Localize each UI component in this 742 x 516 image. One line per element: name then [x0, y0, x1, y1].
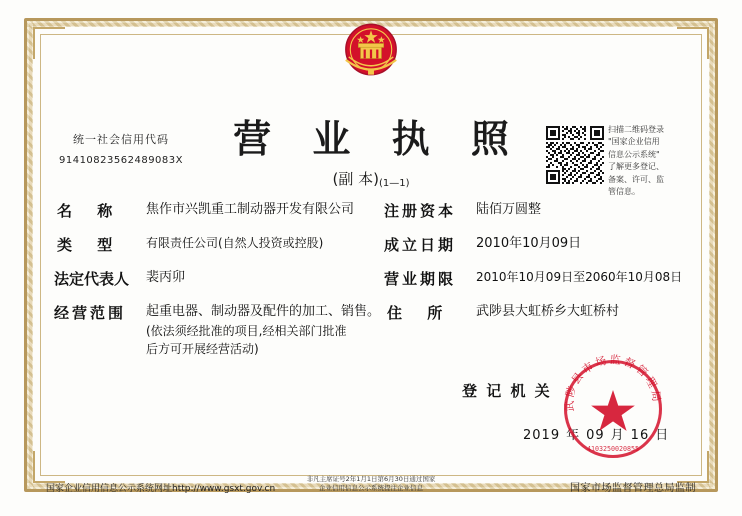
value-legal-representative: 裴丙卯: [146, 270, 186, 285]
credit-code-label: 统一社会信用代码: [73, 133, 169, 146]
footer-website: 国家企业信用信息公示系统网址http://www.gsxt.gov.cn: [46, 484, 276, 494]
field-business-term: [384, 268, 688, 289]
label-company-name: 名 称: [57, 202, 123, 220]
national-emblem-icon: [334, 14, 408, 88]
issue-month-unit: 月: [610, 428, 625, 443]
value-business-scope: 起重电器、制动器及配件的加工、销售。: [146, 304, 381, 319]
value-business-term: 2010年10月09日至2060年10月08日: [476, 270, 683, 284]
label-address: 住 所: [387, 304, 453, 322]
label-legal-representative: 法定代表人: [54, 270, 130, 288]
document-title: 营 业 执 照: [233, 117, 523, 161]
corner-ornament-top-right: [677, 27, 709, 59]
qr-text-line-3: 信息公示系统": [608, 149, 660, 159]
value-company-name: 焦作市兴凯重工制动器开发有限公司: [146, 202, 355, 217]
qr-code-image[interactable]: [546, 126, 604, 184]
value-address: 武陟县大虹桥乡大虹桥村: [476, 304, 620, 319]
footer-note: [307, 475, 436, 495]
field-business-scope: [54, 302, 384, 358]
qr-text-line-2: "国家企业信用: [608, 137, 660, 147]
qr-instructions: [608, 124, 696, 198]
issue-month: 09: [586, 428, 605, 443]
label-registered-capital: 注册资本: [384, 202, 457, 220]
qr-text-line-4: 了解更多登记、: [608, 162, 664, 172]
field-address: [384, 302, 688, 358]
subtitle-number: (1—1): [378, 178, 410, 189]
credit-code-value: 91410823562489083X: [58, 154, 183, 166]
svg-text:武陟县市场监督管理局: 武陟县市场监督管理局: [562, 353, 664, 412]
qr-block: [512, 124, 696, 196]
value-established-date: 2010年10月09日: [476, 236, 582, 251]
value-business-scope-note: (依法须经批准的项目,经相关部门批准: [146, 323, 347, 338]
label-company-type: 类 型: [57, 236, 123, 254]
corner-ornament-bottom-left: [33, 451, 65, 483]
license-fields: [54, 200, 688, 371]
field-legal-representative: [54, 268, 384, 289]
subtitle-text: (副 本): [332, 170, 379, 188]
field-registered-capital: [384, 200, 688, 221]
qr-text-line-1: 扫描二维码登录: [608, 125, 664, 134]
footer-note-line-1: 非凡主席证号2年1月1日第6月30日通过国家: [306, 474, 436, 483]
field-row-legalrep-term: [54, 268, 688, 289]
field-row-name-capital: [54, 200, 688, 221]
issue-year-unit: 年: [566, 428, 581, 443]
label-registrar: 登 记 机 关: [462, 382, 552, 400]
value-registered-capital: 陆佰万圆整: [476, 202, 542, 217]
corner-ornament-top-left: [33, 27, 65, 59]
qr-text-line-5: 备案、许可、监: [608, 174, 664, 184]
official-red-seal: [556, 352, 670, 466]
footer-issuer: 国家市场监督管理总局监制: [570, 483, 696, 494]
svg-text:4103250020855: 4103250020855: [587, 444, 639, 453]
field-row-scope-address: [54, 302, 688, 358]
issue-day: 16: [630, 428, 650, 443]
value-business-scope-note-2: 后方可开展经营活动): [146, 341, 259, 356]
field-row-type-established: [54, 234, 688, 255]
issue-day-unit: 日: [655, 428, 670, 443]
label-business-term: 营业期限: [384, 270, 457, 288]
credit-code-block: [46, 132, 196, 168]
field-company-type: [54, 234, 384, 255]
footer-note-line-2: 企业信用信息公示系统提注企业信息: [318, 484, 423, 493]
label-established-date: 成立日期: [384, 236, 457, 254]
issue-year: 2019: [523, 428, 561, 443]
qr-text-line-6: 管信息。: [608, 186, 640, 196]
field-established-date: [384, 234, 688, 255]
value-company-type: 有限责任公司(自然人投资或控股): [146, 236, 324, 250]
label-business-scope: 经营范围: [54, 304, 127, 322]
value-business-scope-block: [146, 302, 380, 358]
field-company-name: [54, 200, 384, 221]
